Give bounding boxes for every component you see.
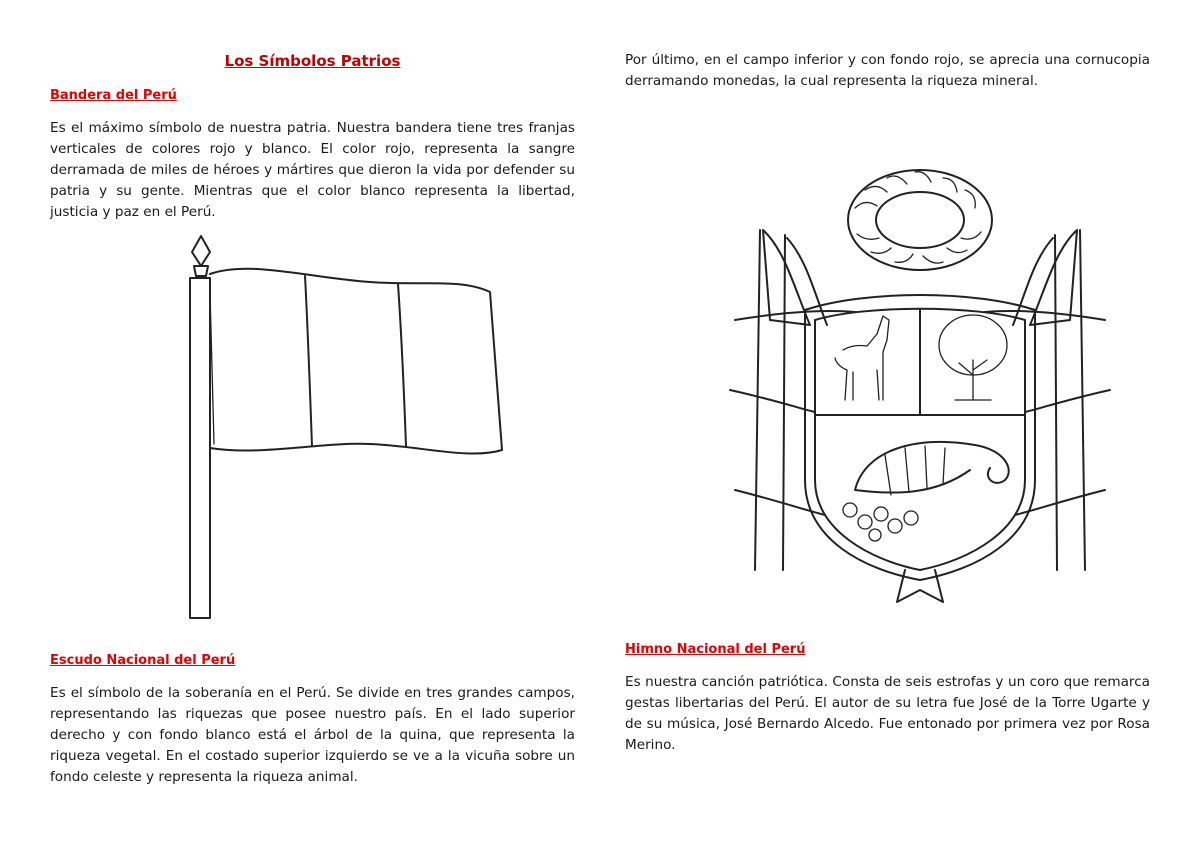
himno-heading: Himno Nacional del Perú xyxy=(625,642,806,657)
escudo-text-continuation: Por último, en el campo inferior y con fondo rojo, se aprecia una cornucopia derramando monedas, la cual representa la riqueza mineral. xyxy=(625,52,1150,89)
page-title: Los Símbolos Patrios xyxy=(224,52,401,70)
escudo-heading: Escudo Nacional del Perú xyxy=(50,653,236,668)
escudo-text: Es el símbolo de la soberanía en el Perú. Se divide en tres grandes campos, representando las riquezas que posee nuestro país. En el lado superior derecho y con fondo blanco está el árbol de la quina, que representa la riqueza vegetal. En el costado superior izquierdo se ve a la vicuña sobre un fondo celeste y representa la riqueza animal. xyxy=(50,685,575,785)
bandera-text: Es el máximo símbolo de nuestra patria. Nuestra bandera tiene tres franjas verticales de colores rojo y blanco. El color rojo, representa la sangre derramada de miles de héroes y mártires que dieron la vida por defender su patria y su gente. Mientras que el color blanco representa la libertad, justicia y paz en el Perú. xyxy=(50,120,575,220)
flag-icon xyxy=(170,232,520,627)
coat-of-arms-icon xyxy=(715,150,1125,610)
himno-text: Es nuestra canción patriótica. Consta de seis estrofas y un coro que remarca gestas libertarias del Perú. El autor de su letra fue José de la Torre Ugarte y de su música, José Bernardo Alcedo. Fue entonado por primera vez por Rosa Merino. xyxy=(625,674,1150,753)
bandera-heading: Bandera del Perú xyxy=(50,88,177,103)
